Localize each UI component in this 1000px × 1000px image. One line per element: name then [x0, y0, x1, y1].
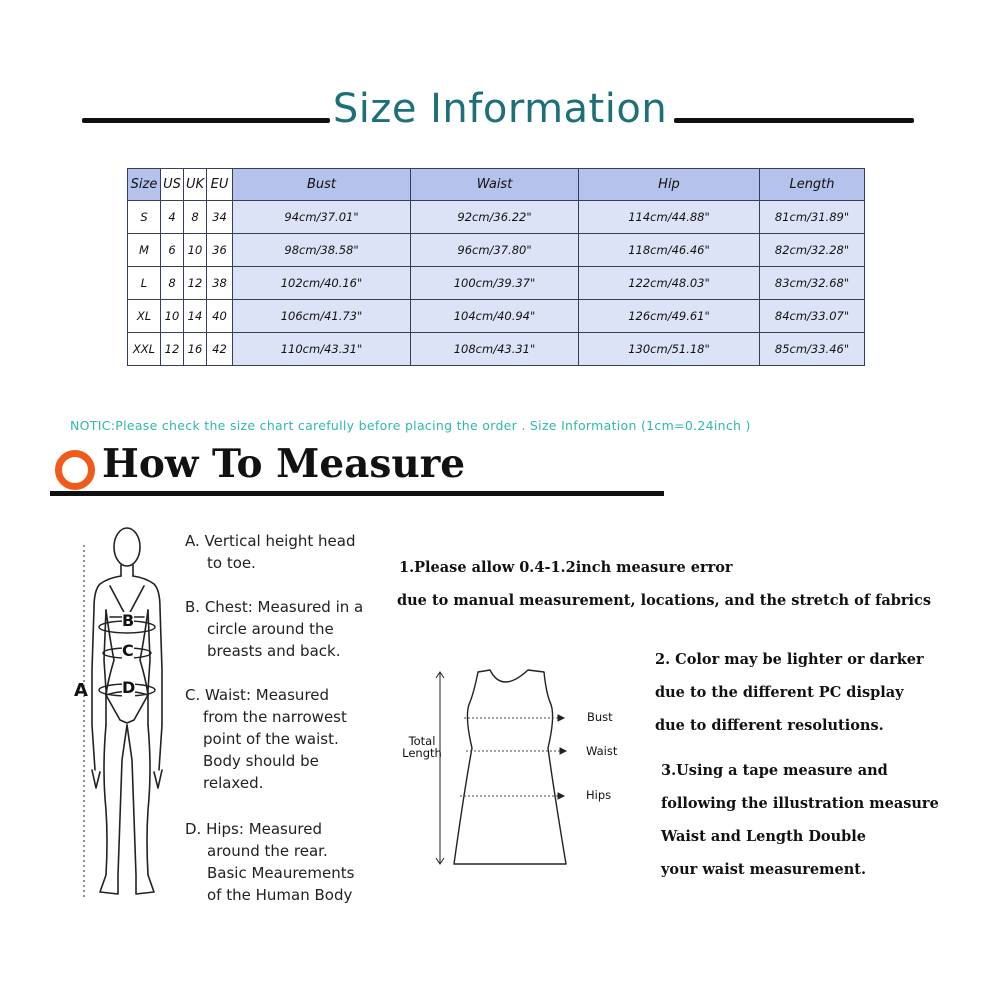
cell-eu: 34	[207, 201, 233, 234]
cell-hip: 114cm/44.88"	[579, 201, 760, 234]
cell-uk: 16	[184, 333, 207, 366]
header-eu: EU	[207, 169, 233, 201]
list-item-line: B. Chest: Measured in a	[185, 598, 364, 616]
cell-bust: 94cm/37.01"	[233, 201, 411, 234]
cell-us: 12	[161, 333, 184, 366]
cell-uk: 14	[184, 300, 207, 333]
table-row	[128, 267, 865, 300]
tip-line: Waist and Length Double	[661, 828, 867, 845]
list-item	[185, 596, 363, 662]
tip-line: 1.Please allow 0.4-1.2inch measure error	[399, 559, 733, 576]
list-item-line: C. Waist: Measured	[185, 686, 330, 704]
body-figure-icon	[70, 520, 185, 910]
cell-us: 4	[161, 201, 184, 234]
cell-size: XL	[128, 300, 161, 333]
list-item	[185, 684, 347, 794]
cell-length: 84cm/33.07"	[760, 300, 865, 333]
list-item-line: breasts and back.	[207, 642, 341, 660]
size-table	[127, 168, 865, 366]
cell-hip: 118cm/46.46"	[579, 234, 760, 267]
cell-length: 81cm/31.89"	[760, 201, 865, 234]
cell-size: L	[128, 267, 161, 300]
cell-eu: 40	[207, 300, 233, 333]
circle-bullet-icon	[55, 450, 95, 490]
cell-us: 10	[161, 300, 184, 333]
tip-line: due to the different PC display	[655, 684, 904, 701]
list-item-line: Body should be	[203, 752, 319, 770]
list-item-line: of the Human Body	[207, 886, 353, 904]
cell-uk: 12	[184, 267, 207, 300]
tip-line: 3.Using a tape measure and	[661, 762, 888, 779]
header-size: Size	[128, 169, 161, 201]
list-item-line: A. Vertical height head	[185, 532, 356, 550]
total-length-label	[400, 735, 444, 759]
header-uk: UK	[184, 169, 207, 201]
hips-label: Hips	[586, 788, 612, 802]
cell-bust: 110cm/43.31"	[233, 333, 411, 366]
cell-waist: 100cm/39.37"	[411, 267, 579, 300]
header-length: Length	[760, 169, 865, 201]
list-item-line: point of the waist.	[203, 730, 339, 748]
table-row	[128, 201, 865, 234]
cell-size: S	[128, 201, 161, 234]
cell-us: 8	[161, 267, 184, 300]
header-bust: Bust	[233, 169, 411, 201]
header-hip: Hip	[579, 169, 760, 201]
cell-waist: 108cm/43.31"	[411, 333, 579, 366]
label-c: C	[122, 641, 134, 660]
title-rule-right	[674, 118, 914, 123]
cell-length: 83cm/32.68"	[760, 267, 865, 300]
cell-hip: 130cm/51.18"	[579, 333, 760, 366]
tip-line: following the illustration measure	[661, 795, 939, 812]
table-row	[128, 234, 865, 267]
cell-hip: 122cm/48.03"	[579, 267, 760, 300]
list-item-line: from the narrowest	[203, 708, 347, 726]
list-item-line: D. Hips: Measured	[185, 820, 322, 838]
bust-label: Bust	[587, 710, 613, 724]
label-d: D	[122, 678, 136, 697]
header-us: US	[161, 169, 184, 201]
tip-line: due to different resolutions.	[655, 717, 884, 734]
list-item-line: circle around the	[207, 620, 334, 638]
cell-size: M	[128, 234, 161, 267]
list-item-line: to toe.	[207, 554, 256, 572]
dress-diagram-icon	[420, 662, 570, 872]
how-to-measure-heading: How To Measure	[102, 441, 466, 487]
table-row	[128, 333, 865, 366]
cell-waist: 104cm/40.94"	[411, 300, 579, 333]
length-label: Length	[402, 746, 442, 760]
tip-line: due to manual measurement, locations, and the stretch of fabrics	[397, 592, 932, 609]
cell-waist: 92cm/36.22"	[411, 201, 579, 234]
size-note: NOTIC:Please check the size chart carefully before placing the order . Size Information (1cm=0.24inch )	[70, 418, 751, 433]
heading-rule	[50, 491, 664, 496]
header-waist: Waist	[411, 169, 579, 201]
cell-size: XXL	[128, 333, 161, 366]
tip-line: 2. Color may be lighter or darker	[655, 651, 924, 668]
title-bar	[0, 82, 1000, 152]
cell-eu: 36	[207, 234, 233, 267]
list-item	[185, 530, 355, 574]
cell-bust: 106cm/41.73"	[233, 300, 411, 333]
page-title: Size Information	[332, 86, 668, 132]
cell-uk: 10	[184, 234, 207, 267]
list-item-line: relaxed.	[203, 774, 264, 792]
list-item-line: around the rear.	[207, 842, 328, 860]
waist-label: Waist	[586, 744, 618, 758]
table-row	[128, 300, 865, 333]
total-label: Total	[408, 734, 436, 748]
cell-waist: 96cm/37.80"	[411, 234, 579, 267]
cell-bust: 98cm/38.58"	[233, 234, 411, 267]
label-b: B	[122, 611, 135, 630]
cell-length: 82cm/32.28"	[760, 234, 865, 267]
cell-us: 6	[161, 234, 184, 267]
label-a: A	[74, 680, 88, 701]
tip-line: your waist measurement.	[661, 861, 867, 878]
cell-hip: 126cm/49.61"	[579, 300, 760, 333]
cell-bust: 102cm/40.16"	[233, 267, 411, 300]
cell-uk: 8	[184, 201, 207, 234]
cell-eu: 38	[207, 267, 233, 300]
list-item	[185, 818, 354, 906]
cell-length: 85cm/33.46"	[760, 333, 865, 366]
list-item-line: Basic Meaurements	[207, 864, 355, 882]
cell-eu: 42	[207, 333, 233, 366]
table-header-row	[128, 169, 865, 201]
